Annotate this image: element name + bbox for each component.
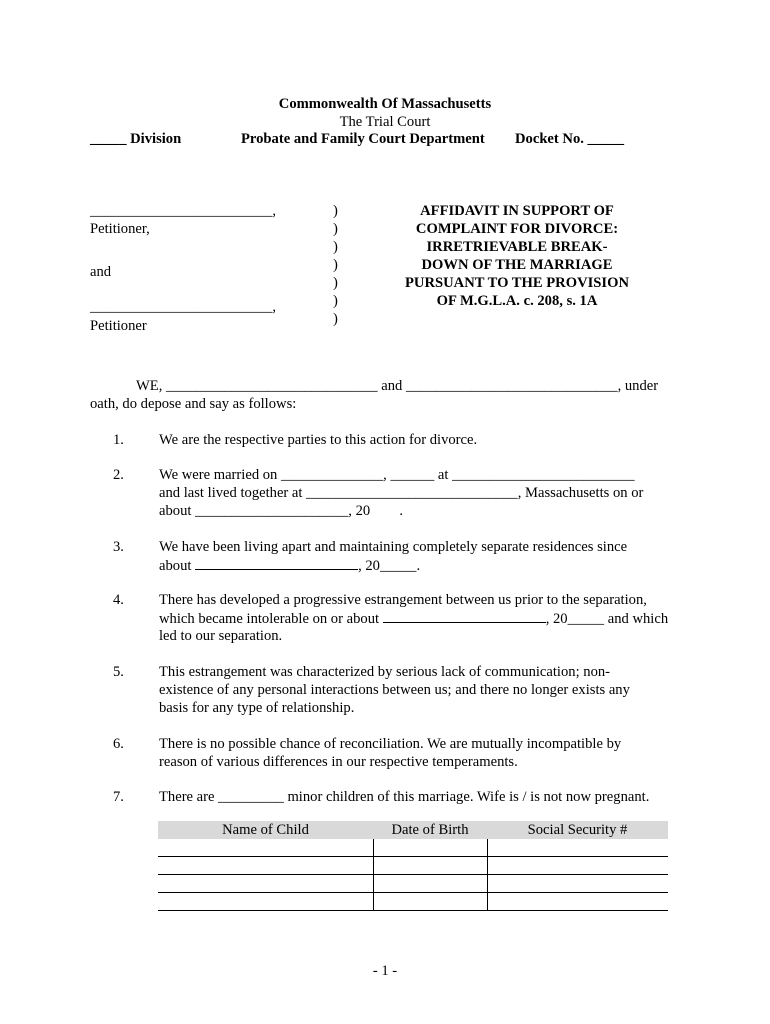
item-text: about _____________________, 20 . <box>159 503 404 519</box>
affidavit-title-line: AFFIDAVIT IN SUPPORT OF <box>420 203 614 219</box>
date-blank <box>383 609 546 623</box>
column-header-ssn: Social Security # <box>487 821 668 839</box>
intro-line-2: oath, do depose and say as follows: <box>90 396 297 412</box>
table-cell[interactable] <box>373 857 487 875</box>
table-row <box>158 839 668 857</box>
caption-paren: ) <box>333 293 338 309</box>
table-row <box>158 893 668 911</box>
item-number: 2. <box>113 467 124 483</box>
docket-label: Docket No. _____ <box>515 131 625 147</box>
item-number: 6. <box>113 736 124 752</box>
table-cell[interactable] <box>487 839 668 857</box>
column-header-dob: Date of Birth <box>373 821 487 839</box>
item-text: There has developed a progressive estrangement between us prior to the separation, <box>159 592 647 608</box>
court-name: The Trial Court <box>339 114 431 130</box>
table-cell[interactable] <box>158 875 373 893</box>
division-label: _____ Division <box>90 131 182 147</box>
intro-line-1: WE, _____________________________ and _____________________________, under <box>136 378 659 394</box>
department-label: Probate and Family Court Department <box>241 131 485 147</box>
table-cell[interactable] <box>158 839 373 857</box>
item-text: We were married on ______________, ______ at _________________________ <box>159 467 635 483</box>
item-text: We are the respective parties to this action for divorce. <box>159 432 478 448</box>
item-text: and last lived together at _____________________________, Massachusetts on or <box>159 485 644 501</box>
caption-paren: ) <box>333 221 338 237</box>
table-row <box>158 857 668 875</box>
table-cell[interactable] <box>373 893 487 911</box>
item-text: reason of various differences in our respective temperaments. <box>159 754 518 770</box>
item-text-pre: about <box>159 558 196 574</box>
affidavit-title-line: COMPLAINT FOR DIVORCE: <box>415 221 619 237</box>
item-text-line <box>159 609 668 628</box>
petitioner1-label: Petitioner, <box>90 221 150 237</box>
table-header-row <box>158 821 668 839</box>
item-text: There are _________ minor children of this marriage. Wife is / is not now pregnant. <box>159 789 650 805</box>
item-text: existence of any personal interactions between us; and there no longer exists any <box>159 682 630 698</box>
item-number: 3. <box>113 539 124 555</box>
item-text: There is no possible chance of reconciliation. We are mutually incompatible by <box>159 736 622 752</box>
item-text-pre: which became intolerable on or about <box>159 611 383 627</box>
item-number: 5. <box>113 664 124 680</box>
column-header-name: Name of Child <box>158 821 373 839</box>
affidavit-title-line: IRRETRIEVABLE BREAK- <box>426 239 608 255</box>
petitioner1-blank: _________________________, <box>90 203 277 219</box>
children-table <box>158 821 668 911</box>
commonwealth-heading: Commonwealth Of Massachusetts <box>278 96 492 112</box>
item-text-post: , 20_____. <box>358 558 421 574</box>
table-cell[interactable] <box>487 893 668 911</box>
table-cell[interactable] <box>158 893 373 911</box>
item-number: 7. <box>113 789 124 805</box>
affidavit-title-line: PURSUANT TO THE PROVISION <box>405 275 629 291</box>
table-cell[interactable] <box>373 875 487 893</box>
caption-paren: ) <box>333 275 338 291</box>
petitioner2-label: Petitioner <box>90 318 147 334</box>
table-cell[interactable] <box>158 857 373 875</box>
item-number: 4. <box>113 592 124 608</box>
item-text: We have been living apart and maintaining completely separate residences since <box>159 539 628 555</box>
item-text: basis for any type of relationship. <box>159 700 355 716</box>
item-text-post: , 20_____ and which <box>545 611 669 627</box>
page-number: - 1 - <box>372 963 398 979</box>
table-cell[interactable] <box>487 875 668 893</box>
item-number: 1. <box>113 432 124 448</box>
table-cell[interactable] <box>487 857 668 875</box>
affidavit-title-line: DOWN OF THE MARRIAGE <box>421 257 613 273</box>
affidavit-title-line: OF M.G.L.A. c. 208, s. 1A <box>436 293 598 309</box>
and-label: and <box>90 264 112 280</box>
table-row <box>158 875 668 893</box>
caption-paren: ) <box>333 257 338 273</box>
caption-paren: ) <box>333 311 338 327</box>
caption-paren: ) <box>333 239 338 255</box>
table-cell[interactable] <box>373 839 487 857</box>
item-text-line <box>159 556 420 575</box>
date-blank <box>195 556 358 570</box>
petitioner2-blank: _________________________, <box>90 299 277 315</box>
caption-paren: ) <box>333 203 338 219</box>
item-text: This estrangement was characterized by serious lack of communication; non- <box>159 664 611 680</box>
item-text: led to our separation. <box>159 628 283 644</box>
